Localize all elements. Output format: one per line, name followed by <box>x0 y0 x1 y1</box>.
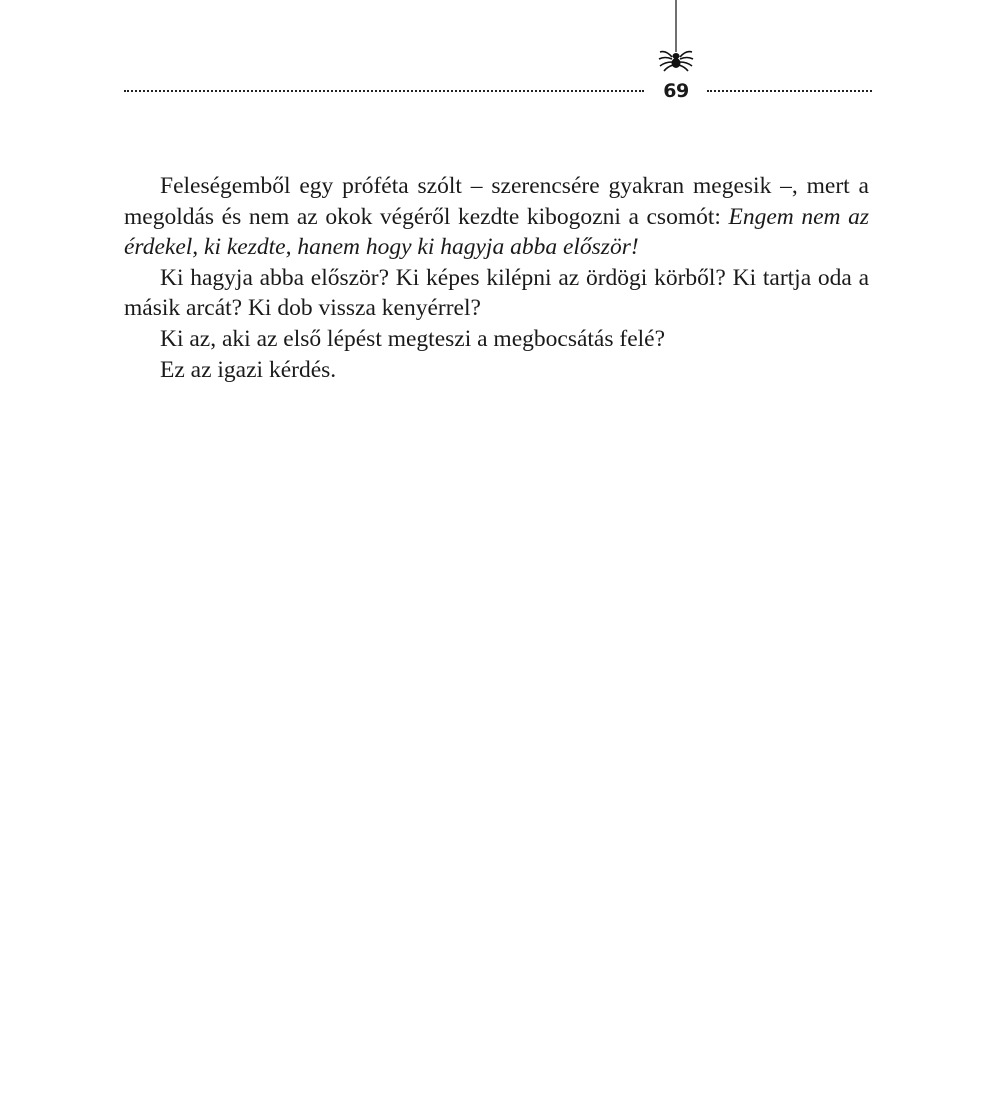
page-body <box>124 171 869 385</box>
paragraph-2: Ki hagyja abba először? Ki képes kilépni az ördögi körből? Ki tartja oda a másik arcát? Ki dob vissza kenyérrel? <box>124 264 869 322</box>
paragraph-4: Ez az igazi kérdés. <box>160 356 337 383</box>
header-rule-right <box>707 90 872 92</box>
page-header <box>0 0 993 110</box>
header-rule-left <box>124 90 644 92</box>
paragraph-1-italic-quote: Engem nem az érdekel, ki kezdte, hanem hogy ki hagyja abba először! <box>124 203 870 261</box>
paragraph-3: Ki az, aki az első lépést megteszi a megbocsátás felé? <box>160 325 666 352</box>
page-number: 69 <box>663 80 689 102</box>
paragraph-1-text: Feleségemből egy próféta szólt – szerencsére gyakran megesik –, mert a megoldás és nem az okok végéről kezdte kibogozni a csomót: <box>124 173 869 230</box>
paragraph-1 <box>124 171 869 263</box>
spider-icon <box>656 0 696 72</box>
